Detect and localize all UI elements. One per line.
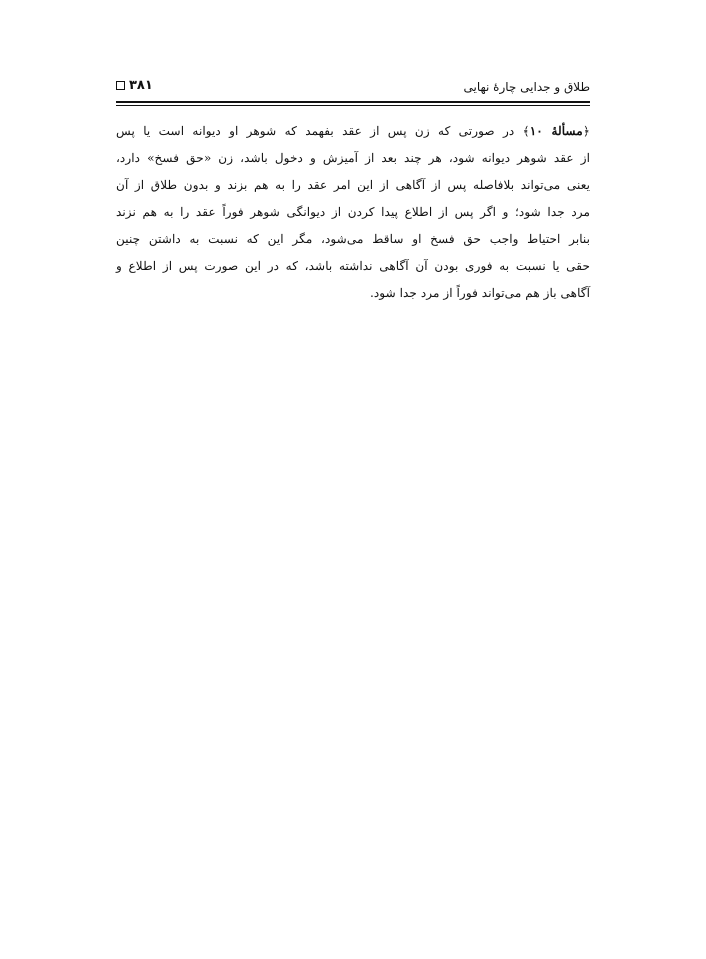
header-rule-thick bbox=[116, 101, 590, 103]
issue-paragraph bbox=[116, 118, 590, 307]
paragraph-line-7: آگاهی باز هم می‌تواند فوراً از مرد جدا شود. bbox=[369, 286, 590, 300]
page-number-value: ۳۸۱ bbox=[129, 78, 153, 93]
paragraph-line-2: از عقد شوهر دیوانه شود، هر چند بعد از آمیزش و دخول باشد، زن «حق فسخ» دارد، bbox=[116, 151, 590, 165]
paragraph-line-1 bbox=[116, 118, 590, 145]
header-rule-thin bbox=[116, 105, 590, 106]
page-box-icon bbox=[116, 81, 125, 90]
paragraph-line-4: مرد جدا شود؛ و اگر پس از اطلاع پیدا کردن از دیوانگی شوهر فوراً عقد را به هم نزند bbox=[116, 205, 590, 219]
paragraph-line-6: حقی یا نسبت به فوری بودن آن آگاهی نداشته باشد، که در این صورت پس از اطلاع و bbox=[116, 259, 590, 273]
issue-label: مسألهٔ ۱۰ bbox=[529, 124, 583, 138]
running-header bbox=[116, 78, 590, 100]
page-number bbox=[116, 78, 153, 93]
issue-open-bracket: ﴿ bbox=[582, 124, 590, 138]
issue-close-bracket: ﴾ bbox=[522, 124, 530, 138]
paragraph-line-5: بنابر احتیاط واجب حق فسخ او ساقط می‌شود، مگر این که نسبت به داشتن چنین bbox=[116, 232, 590, 246]
running-header-title: طلاق و جدایی چارهٔ نهایی bbox=[463, 80, 590, 94]
paragraph-line-1-text: در صورتی که زن پس از عقد بفهمد که شوهر او دیوانه است یا پس bbox=[116, 124, 523, 138]
paragraph-line-3: یعنی می‌تواند بلافاصله پس از آگاهی از این امر عقد را به هم بزند و بدون طلاق از آن bbox=[116, 178, 590, 192]
